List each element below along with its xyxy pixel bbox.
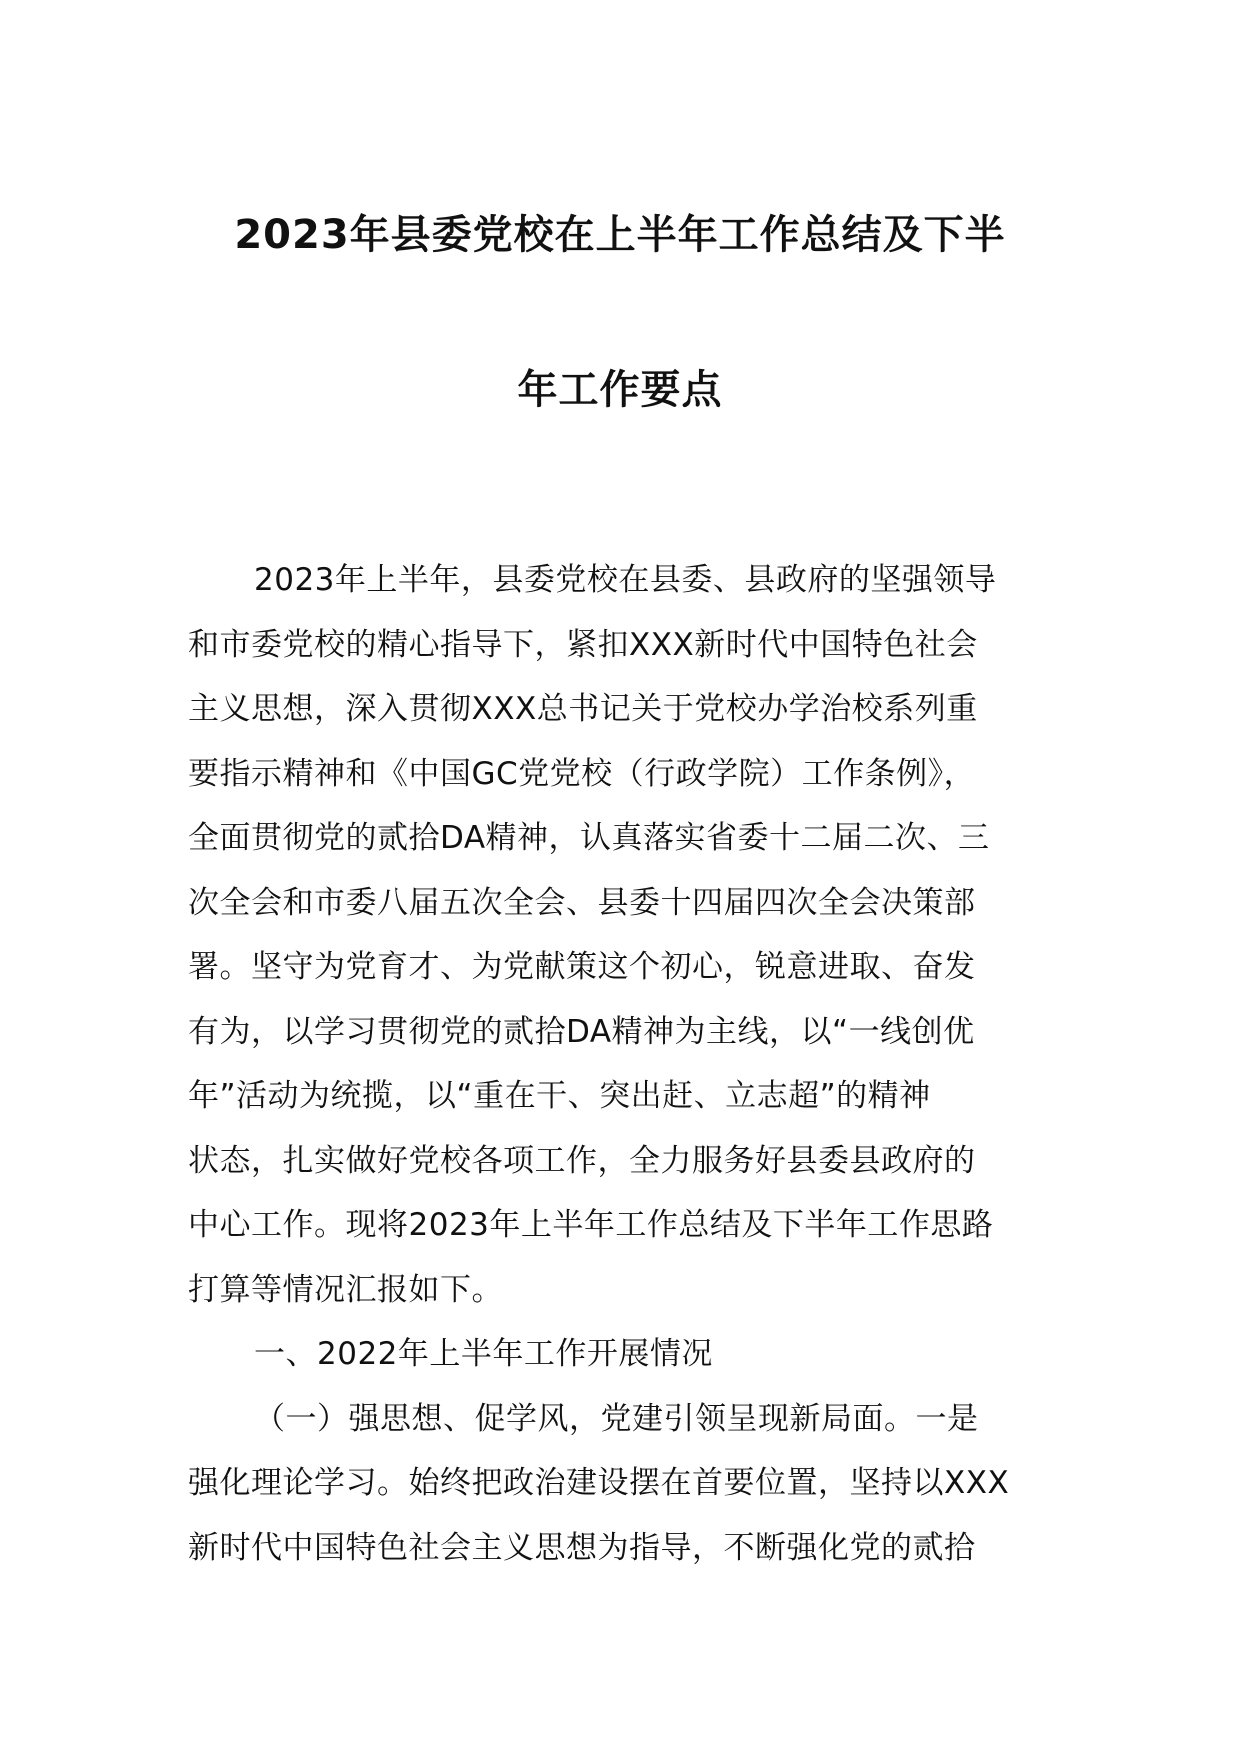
paragraph-line: 全面贯彻党的贰拾DA精神，认真落实省委十二届二次、三 bbox=[188, 820, 990, 856]
paragraph-line: 中心工作。现将2023年上半年工作总结及下半年工作思路 bbox=[188, 1207, 994, 1243]
paragraph-line: 状态，扎实做好党校各项工作，全力服务好县委县政府的 bbox=[188, 1142, 976, 1179]
paragraph-line: 打算等情况汇报如下。 bbox=[188, 1271, 503, 1308]
paragraph-line: 新时代中国特色社会主义思想为指导，不断强化党的贰拾 bbox=[188, 1529, 976, 1566]
paragraph-line: 署。坚守为党育才、为党献策这个初心，锐意进取、奋发 bbox=[188, 949, 976, 985]
document-title-line-2: 年工作要点 bbox=[517, 367, 723, 413]
paragraph-line: 年”活动为统揽，以“重在干、突出赶、立志超”的精神 bbox=[188, 1078, 931, 1114]
document-body bbox=[188, 548, 1088, 1580]
section-heading: 一、2022年上半年工作开展情况 bbox=[254, 1336, 713, 1372]
paragraph-line: 强化理论学习。始终把政治建设摆在首要位置，坚持以XXX bbox=[188, 1465, 1010, 1501]
paragraph-line: 2023年上半年，县委党校在县委、县政府的坚强领导 bbox=[254, 562, 997, 598]
paragraph-line: 次全会和市委八届五次全会、县委十四届四次全会决策部 bbox=[188, 884, 976, 921]
paragraph-line: 有为，以学习贯彻党的贰拾DA精神为主线，以“一线创优 bbox=[188, 1013, 975, 1050]
paragraph-line: 和市委党校的精心指导下，紧扣XXX新时代中国特色社会 bbox=[188, 626, 978, 663]
paragraph-line: （一）强思想、促学风，党建引领呈现新局面。一是 bbox=[254, 1400, 979, 1437]
document-title-line-1: 2023年县委党校在上半年工作总结及下半 bbox=[234, 212, 1006, 258]
paragraph-line: 主义思想，深入贯彻XXX总书记关于党校办学治校系列重 bbox=[188, 691, 978, 727]
paragraph-line: 要指示精神和《中国GC党党校（行政学院）工作条例》， bbox=[188, 755, 976, 792]
